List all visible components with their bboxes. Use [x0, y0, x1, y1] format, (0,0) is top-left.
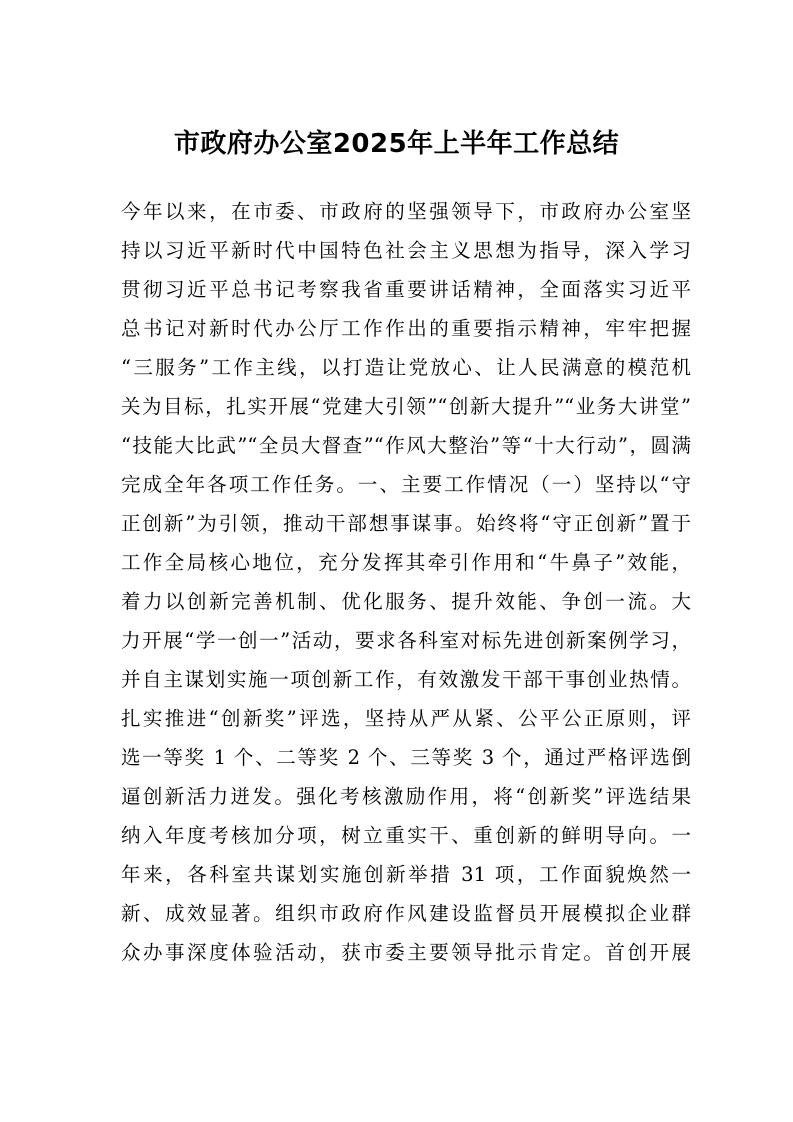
body-line: 力开展“学一创一”活动，要求各科室对标先进创新案例学习， — [121, 629, 691, 652]
body-line: 工作全局核心地位，充分发挥其牵引作用和“牛鼻子”效能， — [121, 551, 691, 574]
body-line: 正创新”为引领，推动干部想事谋事。始终将“守正创新”置于 — [121, 512, 691, 535]
body-line: 新、成效显著。组织市政府作风建设监督员开展模拟企业群 — [121, 902, 691, 925]
body-line: 纳入年度考核加分项，树立重实干、重创新的鲜明导向。一 — [121, 824, 691, 847]
body-line: 总书记对新时代办公厅工作作出的重要指示精神，牢牢把握 — [121, 317, 691, 340]
body-line: 并自主谋划实施一项创新工作，有效激发干部干事创业热情。 — [121, 668, 691, 691]
body-line: 选一等奖 1 个、二等奖 2 个、三等奖 3 个，通过严格评选倒 — [121, 746, 691, 769]
body-line: 贯彻习近平总书记考察我省重要讲话精神，全面落实习近平 — [121, 278, 691, 301]
document-title: 市政府办公室2025年上半年工作总结 — [173, 129, 620, 159]
body-line: 着力以创新完善机制、优化服务、提升效能、争创一流。大 — [121, 590, 691, 613]
body-line: 持以习近平新时代中国特色社会主义思想为指导，深入学习 — [121, 239, 691, 262]
body-line: 今年以来，在市委、市政府的坚强领导下，市政府办公室坚 — [121, 200, 691, 223]
body-line: 逼创新活力迸发。强化考核激励作用，将“创新奖”评选结果 — [121, 785, 691, 808]
body-line: 年来，各科室共谋划实施创新举措 31 项，工作面貌焕然一 — [121, 863, 691, 886]
body-line: “技能大比武”“全员大督查”“作风大整治”等“十大行动”，圆满 — [121, 434, 691, 457]
body-line: 众办事深度体验活动，获市委主要领导批示肯定。首创开展 — [121, 941, 691, 964]
body-line: “三服务”工作主线，以打造让党放心、让人民满意的模范机 — [121, 356, 691, 379]
body-line: 完成全年各项工作任务。一、主要工作情况（一）坚持以“守 — [121, 473, 691, 496]
document-body — [121, 192, 691, 972]
body-line: 关为目标，扎实开展“党建大引领”“创新大提升”“业务大讲堂” — [121, 395, 691, 418]
body-line: 扎实推进“创新奖”评选，坚持从严从紧、公平公正原则，评 — [121, 707, 691, 730]
